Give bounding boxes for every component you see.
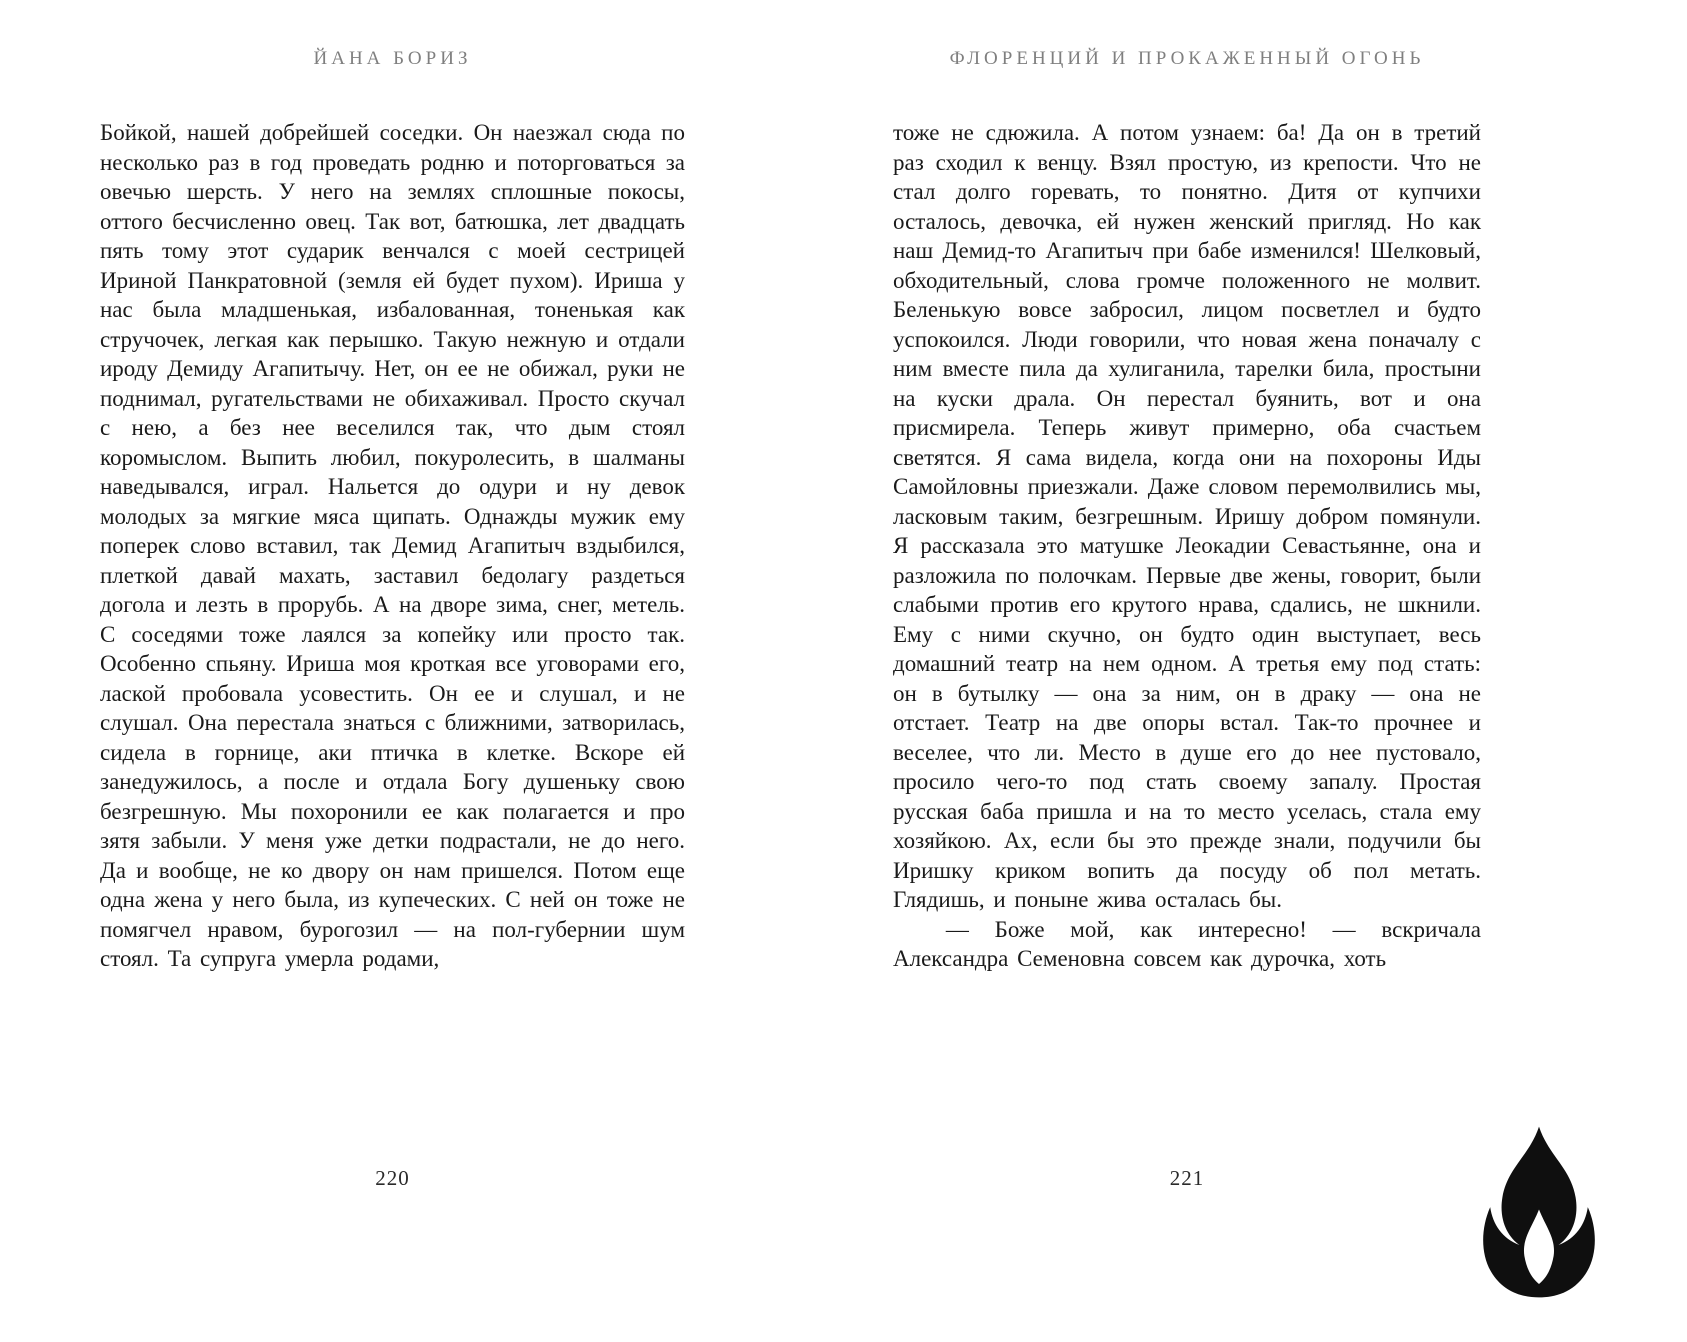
- page-right: [893, 0, 1481, 1342]
- paragraph-dialogue: — Боже мой, как интересно! — вскричала Александра Семеновна совсем как дурочка, хоть: [893, 916, 1481, 971]
- page-number-left: 220: [375, 1166, 410, 1190]
- flame-icon: [1478, 1126, 1600, 1298]
- paragraph: тоже не сдюжила. А потом узнаем: ба! Да он в третий раз сходил к венцу. Взял простую, из крепости. Что не стал долго горевать, то понятно. Дитя от купчихи осталось, девочка, ей нужен женский пригляд. Но как наш Демид-то Агапитыч при бабе изменился! Шелковый, обходительный, слова громче положенного не молвит. Беленькую вовсе забросил, лицом посветлел и будто успокоился. Люди говорили, что новая жена поначалу с ним вместе пила да хулиганила, тарелки била, простыни на куски драла. Он перестал буянить, вот и она присмирела. Теперь живут примерно, оба счастьем светятся. Я сама видела, когда они на похороны Иды Самойловны приезжали. Даже словом перемолвились мы, ласковым таким, безгрешным. Иришу добром помянули. Я рассказала это матушке Леокадии Севастьянне, она и разложила по полочкам. Первые две жены, говорит, были слабыми против его крутого нрава, сдались, не шкнили. Ему с ними скучно, он будто один выступает, весь домашний театр на нем одном. А третья ему под стать: он в бутылку — она за ним, он в драку — она не отстает. Театр на две опоры встал. Так-то прочнее и веселее, что ли. Место в душе его до нее пустовало, просило чего-то под стать своему запалу. Простая русская баба пришла и на то место уселась, стала ему хозяйкою. Ах, если бы это прежде знали, подучили бы Иришку криком вопить да посуду об пол метать. Глядишь, и поныне жива осталась бы.: [893, 120, 1481, 912]
- page-left: [100, 0, 685, 1342]
- page-number-right: 221: [1169, 1166, 1205, 1190]
- running-head-title: ФЛОРЕНЦИЙ И ПРОКАЖЕННЫЙ ОГОНЬ: [949, 48, 1425, 69]
- paragraph: Бойкой, нашей добрейшей соседки. Он наезжал сюда по несколько раз в год проведать родню и поторговаться за овечью шерсть. У него на землях сплошные покосы, оттого бесчисленно овец. Так вот, батюшка, лет двадцать пять тому этот сударик венчался с моей сестрицей Ириной Панкратовной (земля ей будет пухом). Ириша у нас была младшенькая, избалованная, тоненькая как стручочек, легкая как перышко. Такую нежную и отдали ироду Демиду Агапитычу. Нет, он ее не обижал, руки не поднимал, ругательствами не обихаживал. Просто скучал с нею, а без нее веселился так, что дым стоял коромыслом. Выпить любил, покуролесить, в шалманы наведывался, играл. Нальется до одури и ну девок молодых за мягкие мяса щипать. Однажды мужик ему поперек слово вставил, так Демид Агапитыч вздыбился, плеткой давай махать, заставил бедолагу раздеться догола и лезть в прорубь. А на дворе зима, снег, метель. С соседями тоже лаялся за копейку или просто так. Особенно спьяну. Ириша моя кроткая все уговорами его, лаской пробовала усовестить. Он ее и слушал, и не слушал. Она перестала знаться с ближними, затворилась, сидела в горнице, аки птичка в клетке. Вскоре ей занедужилось, а после и отдала Богу душеньку свою безгрешную. Мы похоронили ее как полагается и про зятя забыли. У меня уже детки подрастали, не до него. Да и вообще, не ко двору он нам пришелся. Потом еще одна жена у него была, из купеческих. С ней он тоже не помягчел нравом, бурогозил — на пол-губернии шум стоял. Та супруга умерла родами,: [100, 120, 685, 971]
- page-right-body: [893, 118, 1481, 974]
- page-left-body: [100, 118, 685, 974]
- running-head-author: ЙАНА БОРИЗ: [313, 48, 472, 69]
